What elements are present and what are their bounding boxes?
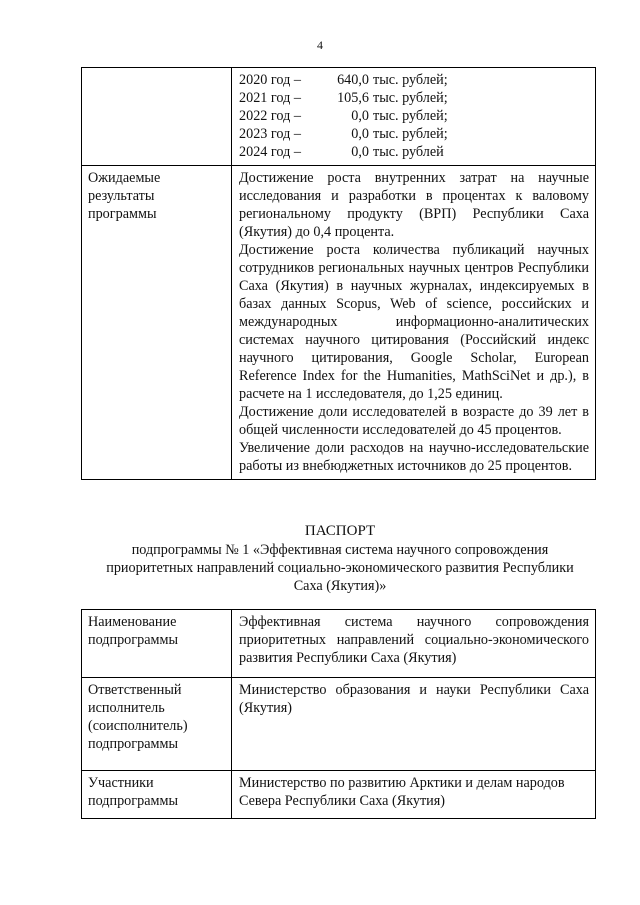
subprogram-row	[82, 771, 596, 819]
expected-results-cell	[232, 166, 596, 480]
funding-year: 2024 год –	[239, 144, 301, 160]
funding-year: 2020 год –	[239, 72, 301, 88]
program-passport-table	[81, 67, 596, 480]
funding-unit: тыс. рублей;	[373, 72, 448, 88]
funding-amount: 0,0	[351, 126, 369, 142]
subprogram-row	[82, 610, 596, 678]
passport-subtitle: подпрограммы № 1 «Эффективная система научного сопровождения приоритетных направлений социально-экономического развития Республики Саха (Якутия)»	[106, 542, 574, 594]
subprogram-row-value: Министерство образования и науки Республики Саха (Якутия)	[232, 678, 596, 771]
expected-results-label: Ожидаемые результаты программы	[82, 166, 232, 480]
funding-year: 2022 год –	[239, 108, 301, 124]
funding-year: 2023 год –	[239, 126, 301, 142]
funding-line	[239, 89, 589, 107]
subprogram-passport-table	[81, 609, 596, 819]
passport-heading-block	[100, 522, 580, 595]
expected-result-paragraph: Достижение роста количества публикаций научных сотрудников региональных научных центров Республики Саха (Якутия) в научных журналах, индексируемых в базах данных Scopus, Web of science, российских и международных информационно-аналитических системах научного цитирования (Российский индекс научного цитирования, Google Scholar, European Reference Index for the Humanities, MathSciNet и др.), в расчете на 1 исследователя, до 1,25 единиц.	[239, 242, 589, 402]
funding-amount: 0,0	[351, 108, 369, 124]
subprogram-row-label: Наименование подпрограммы	[82, 610, 232, 678]
expected-result-paragraph: Достижение роста внутренних затрат на научные исследования и разработки в процентах к валовому региональному продукту (ВРП) Республики Саха (Якутия) до 0,4 процента.	[239, 170, 589, 240]
funding-line	[239, 143, 589, 161]
page-number: 4	[317, 38, 323, 52]
subprogram-row-label: Ответственный исполнитель (соисполнитель) подпрограммы	[82, 678, 232, 771]
passport-heading: ПАСПОРТ	[304, 523, 376, 539]
funding-amount: 640,0	[337, 72, 369, 88]
funding-line	[239, 125, 589, 143]
expected-result-paragraph: Достижение доли исследователей в возрасте до 39 лет в общей численности исследователей до 45 процентов.	[239, 404, 589, 438]
funding-line	[239, 107, 589, 125]
funding-amount: 0,0	[351, 144, 369, 160]
funding-unit: тыс. рублей	[373, 144, 444, 160]
funding-row	[82, 68, 596, 166]
subprogram-row-value: Министерство по развитию Арктики и делам народов Севера Республики Саха (Якутия)	[232, 771, 596, 819]
subprogram-row	[82, 678, 596, 771]
funding-unit: тыс. рублей;	[373, 108, 448, 124]
subprogram-row-label: Участники подпрограммы	[82, 771, 232, 819]
funding-unit: тыс. рублей;	[373, 90, 448, 106]
expected-result-paragraph: Увеличение доли расходов на научно-исследовательские работы из внебюджетных источников до 25 процентов.	[239, 440, 589, 474]
subprogram-row-value: Эффективная система научного сопровождения приоритетных направлений социально-экономического развития Республики Саха (Якутия)	[232, 610, 596, 678]
funding-line	[239, 71, 589, 89]
funding-unit: тыс. рублей;	[373, 126, 448, 142]
funding-label-cell	[82, 68, 232, 166]
funding-year: 2021 год –	[239, 90, 301, 106]
funding-amount: 105,6	[337, 90, 369, 106]
expected-results-row	[82, 166, 596, 480]
funding-cell	[232, 68, 596, 166]
